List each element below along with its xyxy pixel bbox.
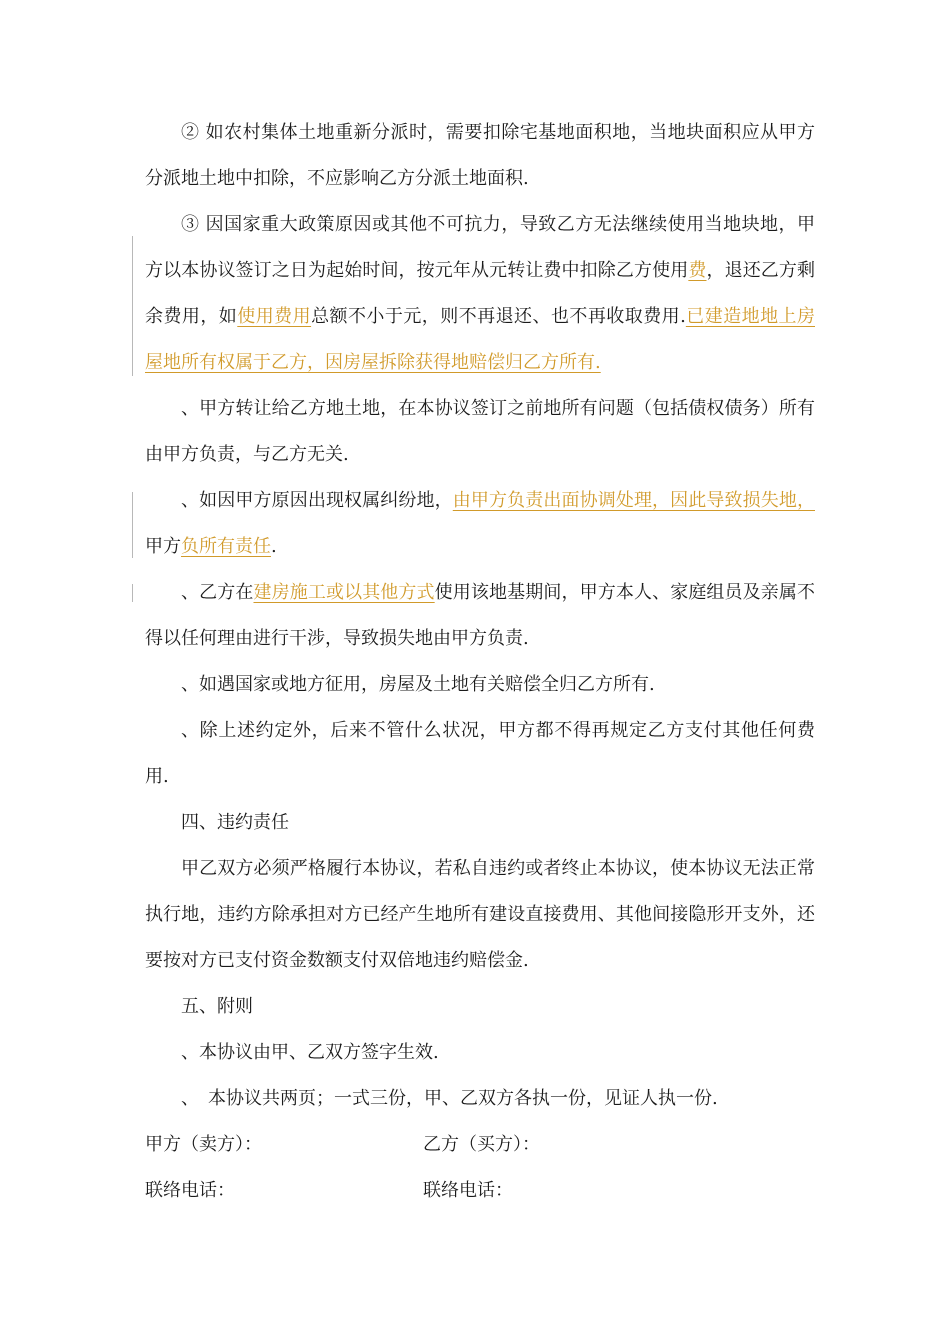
party-a-phone-label: 联络电话： [145,1180,235,1201]
clause-ownership-dispute [145,478,815,570]
clause-text: 、乙方在 [181,582,254,603]
clause-text: 使用该地基期间，甲方本人、家庭组员及亲属不得以任何理由进行干涉，导致损失地由甲方负责. [145,582,816,649]
clause-force-majeure [145,202,815,386]
clause-prior-liabilities: 、甲方转让给乙方地土地，在本协议签订之前地所有问题（包括债权债务）所有由甲方负责，与乙方无关. [145,398,815,465]
clause-text: . [271,536,277,557]
tracked-change-insertion: 负所有责任 [181,536,271,557]
clause-text: 总额不小于元，则不再退还、也不再收取费用. [311,306,686,327]
clause-effective: 、本协议由甲、乙双方签字生效. [181,1042,439,1063]
clause-copies: 、 本协议共两页；一式三份，甲、乙双方各执一份，见证人执一份. [181,1088,718,1109]
tracked-change-insertion: 使用费用 [237,306,312,327]
clause-text: ，退还乙方剩余费用，如 [145,260,816,327]
revision-bar [132,236,133,376]
clause-text: 、如因甲方原因出现权属纠纷地， [181,490,453,511]
party-b-phone-label: 联络电话： [423,1180,513,1201]
tracked-change-insertion: 由甲方负责出面协调处理，因此导致损失地， [452,490,815,511]
tracked-change-insertion: 费 [688,260,707,281]
tracked-change-insertion: 已建造地地上房屋地所有权属于乙方，因房屋拆除获得地赔偿归乙方所有. [145,306,816,373]
clause-no-interference [145,570,815,662]
clause-breach-liability: 甲乙双方必须严格履行本协议，若私自违约或者终止本协议，使本协议无法正常执行地，违约方除承担对方已经产生地所有建设直接费用、其他间接隐形开支外，还要按对方已支付资金数额支付双倍地违约赔偿金. [145,858,815,971]
revision-bar [132,584,133,602]
clause-text: 甲方 [145,536,181,557]
tracked-change-insertion: 建房施工或以其他方式 [253,582,435,603]
section-heading-breach: 四、违约责任 [181,812,289,833]
clause-expropriation: 、如遇国家或地方征用，房屋及土地有关赔偿全归乙方所有. [181,674,655,695]
party-b-signature-label: 乙方（买方）： [423,1134,540,1155]
clause-no-extra-fees: 、除上述约定外，后来不管什么状况，甲方都不得再规定乙方支付其他任何费用. [145,720,815,787]
section-heading-supplementary: 五、附则 [181,996,253,1017]
clause-land-reallocation: ② 如农村集体土地重新分派时，需要扣除宅基地面积地，当地块面积应从甲方分派地土地中扣除，不应影响乙方分派土地面积. [145,122,815,189]
revision-bar [132,492,133,558]
party-a-signature-label: 甲方（卖方）： [145,1134,262,1155]
clause-text: ③ 因国家重大政策原因或其他不可抗力，导致乙方无法继续使用当地块地，甲方以本协议签订之日为起始时间，按元年从元转让费中扣除乙方使用 [145,214,815,281]
